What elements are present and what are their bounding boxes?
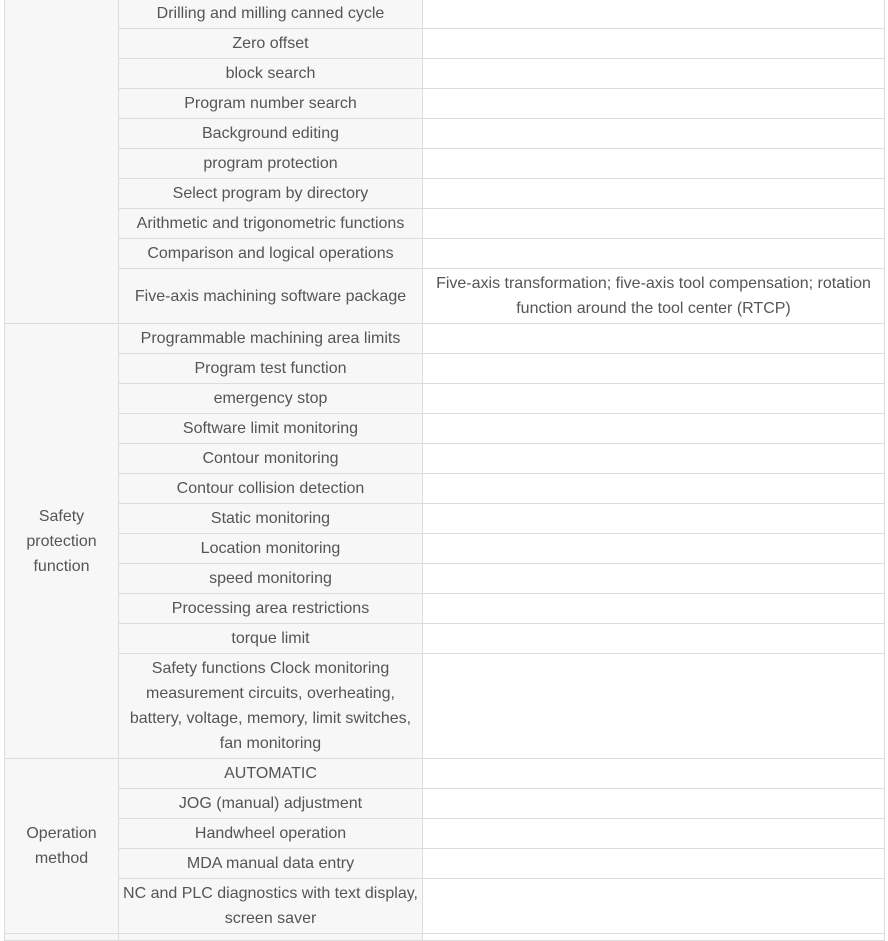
- table-row: [5, 239, 885, 269]
- feature-cell: Contour monitoring: [119, 444, 423, 474]
- feature-cell: NC and PLC diagnostics with text display, screen saver: [119, 879, 423, 934]
- detail-cell: [423, 209, 885, 239]
- detail-cell: [423, 149, 885, 179]
- feature-cell: Processing area restrictions: [119, 594, 423, 624]
- detail-cell: [423, 504, 885, 534]
- feature-cell: Background editing: [119, 119, 423, 149]
- feature-cell: Arithmetic and trigonometric functions: [119, 209, 423, 239]
- feature-cell: torque limit: [119, 624, 423, 654]
- feature-cell: Location monitoring: [119, 534, 423, 564]
- feature-cell: Software limit monitoring: [119, 414, 423, 444]
- empty-cell: [423, 934, 885, 941]
- detail-cell: [423, 594, 885, 624]
- table-row: [5, 354, 885, 384]
- feature-cell: Drilling and milling canned cycle: [119, 0, 423, 29]
- detail-cell: [423, 564, 885, 594]
- feature-cell: Comparison and logical operations: [119, 239, 423, 269]
- detail-cell: [423, 534, 885, 564]
- table-row: [5, 384, 885, 414]
- table-row: [5, 879, 885, 934]
- feature-cell: speed monitoring: [119, 564, 423, 594]
- table-row: [5, 564, 885, 594]
- table-row: [5, 89, 885, 119]
- detail-cell: [423, 239, 885, 269]
- detail-cell: [423, 759, 885, 789]
- table-row: [5, 0, 885, 29]
- empty-cell: [119, 934, 423, 941]
- feature-cell: Five-axis machining software package: [119, 269, 423, 324]
- feature-cell: emergency stop: [119, 384, 423, 414]
- feature-cell: program protection: [119, 149, 423, 179]
- detail-cell: [423, 354, 885, 384]
- table-row: [5, 149, 885, 179]
- feature-cell: Program number search: [119, 89, 423, 119]
- spec-table-body: [5, 0, 885, 941]
- table-row: [5, 269, 885, 324]
- detail-cell: [423, 59, 885, 89]
- table-row: [5, 444, 885, 474]
- table-row: [5, 624, 885, 654]
- table-row: [5, 759, 885, 789]
- table-row: [5, 59, 885, 89]
- table-row: [5, 594, 885, 624]
- detail-cell: [423, 414, 885, 444]
- detail-cell: [423, 0, 885, 29]
- detail-cell: [423, 384, 885, 414]
- detail-cell: [423, 29, 885, 59]
- detail-cell: [423, 819, 885, 849]
- feature-cell: JOG (manual) adjustment: [119, 789, 423, 819]
- table-row: [5, 849, 885, 879]
- category-cell: [5, 0, 119, 324]
- category-cell: Operation method: [5, 759, 119, 934]
- detail-cell: [423, 324, 885, 354]
- detail-cell: [423, 474, 885, 504]
- table-row: [5, 179, 885, 209]
- spec-table-container: [4, 0, 885, 941]
- feature-cell: Zero offset: [119, 29, 423, 59]
- table-row: [5, 324, 885, 354]
- detail-cell: [423, 179, 885, 209]
- feature-cell: Safety functions Clock monitoring measurement circuits, overheating, battery, voltage, memory, limit switches, fan monitoring: [119, 654, 423, 759]
- feature-cell: Handwheel operation: [119, 819, 423, 849]
- table-row: [5, 209, 885, 239]
- category-cell: Safety protection function: [5, 324, 119, 759]
- detail-cell: [423, 849, 885, 879]
- feature-cell: Contour collision detection: [119, 474, 423, 504]
- table-row: [5, 119, 885, 149]
- detail-cell: [423, 624, 885, 654]
- detail-cell: [423, 879, 885, 934]
- table-row: [5, 474, 885, 504]
- table-row: [5, 934, 885, 941]
- feature-cell: Select program by directory: [119, 179, 423, 209]
- table-row: [5, 414, 885, 444]
- detail-cell: [423, 654, 885, 759]
- feature-cell: Programmable machining area limits: [119, 324, 423, 354]
- empty-cell: [5, 934, 119, 941]
- detail-cell: [423, 444, 885, 474]
- detail-cell: Five-axis transformation; five-axis tool compensation; rotation function around the tool center (RTCP): [423, 269, 885, 324]
- feature-cell: block search: [119, 59, 423, 89]
- table-row: [5, 504, 885, 534]
- spec-table: [4, 0, 885, 941]
- detail-cell: [423, 789, 885, 819]
- feature-cell: MDA manual data entry: [119, 849, 423, 879]
- feature-cell: AUTOMATIC: [119, 759, 423, 789]
- table-row: [5, 789, 885, 819]
- feature-cell: Program test function: [119, 354, 423, 384]
- table-row: [5, 534, 885, 564]
- feature-cell: Static monitoring: [119, 504, 423, 534]
- detail-cell: [423, 119, 885, 149]
- table-row: [5, 819, 885, 849]
- table-row: [5, 654, 885, 759]
- table-row: [5, 29, 885, 59]
- detail-cell: [423, 89, 885, 119]
